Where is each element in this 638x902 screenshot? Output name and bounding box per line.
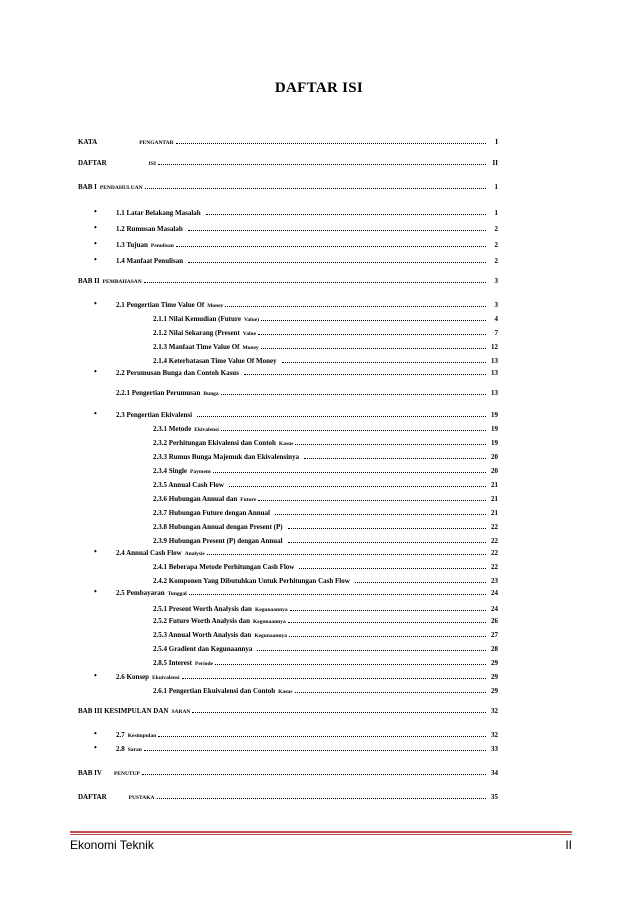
toc-entry [94,670,498,681]
toc-entry [153,450,498,461]
toc-entry-subtitle: PENDAHULUAN [99,185,143,191]
dot-leader [221,423,486,431]
toc-entry [153,560,498,571]
toc-entry-title: 2.7 [116,731,125,739]
bullet-icon: • [94,587,97,596]
toc-entry-title: 2.3.9 Hubungan Present (P) dengan Annual [153,537,283,545]
toc-entry-title: 1.3 Tujuan [116,241,148,249]
toc-entry-subtitle: Payment [190,469,211,475]
toc-entry-title: 2.2.1 Pengertian Perumusan [116,389,201,397]
toc-entry-title: BAB III KESIMPULAN DAN [78,707,169,715]
toc-entry-title: 2.3.3 Rumus Bunga Majemuk dan Ekivalensinya [153,453,300,461]
toc-entry-title: 2.8.5 Interest [153,659,192,667]
toc-entry [153,326,498,337]
toc-page-number: 4 [494,315,498,323]
toc-page-number: II [492,159,498,167]
toc-entry-subtitle: Value [242,331,257,337]
toc-page-number: 22 [491,563,498,571]
toc-entry-title: 2.1.4 Keterbatasan Time Value Of Money [153,357,277,365]
bullet-icon: • [94,367,97,376]
toc-entry-subtitle: Ekivalensi [194,427,219,433]
footer-rule-thick [70,831,572,833]
toc-entry-subtitle: Kegunaannya [254,633,288,639]
toc-entry-subtitle: Kegunaannya [254,607,288,613]
toc-entry-title: 2.3.2 Perhitungan Ekivalensi dan Contoh [153,439,276,447]
dot-leader [275,507,486,515]
toc-entry [153,464,498,475]
toc-entry [153,642,498,653]
dot-leader [158,729,486,737]
toc-entry-subtitle: PUSTAKA [128,795,155,801]
toc-entry-subtitle: SARAN [171,709,191,715]
bullet-icon: • [94,299,97,308]
toc-entry-subtitle: PENGANTAR [139,140,174,146]
dot-leader [295,437,486,445]
toc-entry [153,684,498,695]
toc-page-number: 20 [491,467,498,475]
toc-entry [94,206,498,217]
toc-entry [153,574,498,585]
toc-entry [78,135,498,146]
dot-leader [282,355,486,363]
toc-entry-title: 2.5.2 Future Worth Analysis dan [153,617,250,625]
toc-entry [78,274,498,285]
dot-leader [304,451,486,459]
toc-entry-subtitle: Analysis [184,551,205,557]
toc-entry [153,602,498,613]
toc-entry-subtitle: PEMBAHASAN [102,279,142,285]
dot-leader [258,493,486,501]
toc-entry-title: BAB II [78,277,100,285]
toc-entry [94,586,498,597]
toc-entry-subtitle: Ekuivalensi [152,675,180,681]
bullet-icon: • [94,223,97,232]
toc-entry-title: 2.4.2 Komponen Yang Dibutuhkan Untuk Perhitungan Cash Flow [153,577,350,585]
toc-entry [94,546,498,557]
toc-page-number: 32 [491,707,498,715]
dot-leader [289,629,486,637]
toc-page-number: 24 [491,589,498,597]
toc-entry-title: 2.3.1 Metode [153,425,192,433]
toc-page-number: 21 [491,481,498,489]
toc-entry-title: DAFTAR [78,793,107,801]
toc-entry [78,180,498,191]
dot-leader [188,255,486,263]
dot-leader [261,341,486,349]
toc-entry-title: 2.3.5 Annual Cash Flow [153,481,224,489]
dot-leader [176,136,486,144]
toc-page-number: 3 [494,277,498,285]
toc-entry-title: BAB I [78,183,97,191]
page-title: DAFTAR ISI [274,80,364,96]
toc-page-number: 23 [491,577,498,585]
toc-page-number: 29 [491,687,498,695]
toc-entry-subtitle: Penulisan [150,243,174,249]
toc-entry-subtitle: Kasus [278,441,294,447]
dot-leader [145,181,486,189]
toc-entry-title: 2.3 Pengertian Ekivalensi [116,411,193,419]
bullet-icon: • [94,409,97,418]
toc-page-number: 24 [491,605,498,613]
dot-leader [288,521,486,529]
dot-leader [176,239,486,247]
toc-entry [78,156,498,167]
toc-entry-title: 2.8 [116,745,125,753]
dot-leader [261,313,486,321]
toc-page-number: 1 [494,183,498,191]
dot-leader [142,767,486,775]
toc-page-number: 13 [491,389,498,397]
toc-entry [78,790,498,801]
toc-page-number: 27 [491,631,498,639]
toc-page-number: 7 [494,329,498,337]
toc-entry [153,478,498,489]
toc-page-number: 20 [491,453,498,461]
toc-entry-subtitle: ISI [148,161,156,167]
toc-page-number: 13 [491,357,498,365]
toc-entry [153,656,498,667]
toc-page-number: 32 [491,731,498,739]
toc-entry [153,492,498,503]
toc-page-number: 35 [491,793,498,801]
toc-entry-title: 2.5.3 Annual Worth Analysis dan [153,631,252,639]
toc-entry [153,506,498,517]
toc-entry [78,704,498,715]
dot-leader [157,791,486,799]
toc-entry-title: 2.6.1 Pengertian Ekuivalensi dan Contoh [153,687,276,695]
bullet-icon: • [94,547,97,556]
toc-page-number: 19 [491,439,498,447]
toc-page-number: 22 [491,549,498,557]
toc-entry [153,628,498,639]
toc-entry-subtitle: Saran [127,747,142,753]
toc-entry-title: 2.3.6 Hubungan Annual dan [153,495,238,503]
dot-leader [192,705,486,713]
toc-entry-title: 2.5 Pembayaran [116,589,165,597]
toc-entry-title: KATA [78,138,98,146]
toc-page-number: 2 [494,241,498,249]
dot-leader [257,643,486,651]
toc-page-number: 13 [491,369,498,377]
toc-page-number: 1 [494,209,498,217]
dot-leader [144,743,486,751]
toc-entry [153,312,498,323]
footer-page-number: II [565,838,572,852]
toc-entry [94,298,498,309]
toc-entry-title: BAB IV [78,769,102,777]
dot-leader [355,575,486,583]
bullet-icon: • [94,255,97,264]
dot-leader [197,409,486,417]
toc-page-number: 21 [491,495,498,503]
toc-entry-subtitle: Tunggal [167,591,187,597]
toc-entry-title: 2.3.8 Hubungan Annual dengan Present (P) [153,523,283,531]
toc-page-number: 33 [491,745,498,753]
toc-entry [153,354,498,365]
toc-entry [153,614,498,625]
toc-entry-title: DAFTAR [78,159,107,167]
toc-entry [94,742,498,753]
toc-page-number: 3 [494,301,498,309]
toc-entry [153,340,498,351]
toc-entry [94,728,498,739]
toc-entry-title: 2.6 Konsep [116,673,150,681]
dot-leader [288,535,486,543]
dot-leader [290,603,486,611]
dot-leader [225,299,486,307]
toc-entry-subtitle: Money [207,303,224,309]
toc-entry-title: 2.1.3 Manfaat Time Value Of [153,343,240,351]
toc-entry [116,386,498,397]
toc-page-number: 28 [491,645,498,653]
toc-entry-title: 2.1.2 Nilai Sekarang (Present [153,329,240,337]
toc-entry-title: 1.2 Rumusan Masalah [116,225,183,233]
toc-page-number: 2 [494,257,498,265]
toc-entry [153,534,498,545]
toc-entry-title: 2.5.4 Gradient dan Kegunaannya [153,645,253,653]
toc-entry-title: 2.1 Pengertian Time Value Of [116,301,205,309]
dot-leader [182,671,486,679]
page-footer [70,838,572,854]
toc-entry-subtitle: Future [240,497,257,503]
toc-page-number: 21 [491,509,498,517]
dot-leader [299,561,486,569]
toc-entry-title: 2.2 Perumusan Bunga dan Contoh Kasus [116,369,239,377]
dot-leader [295,685,486,693]
toc-entry [94,254,498,265]
toc-entry-subtitle: Money [242,345,259,351]
dot-leader [206,207,486,215]
dot-leader [221,387,486,395]
dot-leader [213,465,486,473]
toc-page-number: 29 [491,659,498,667]
dot-leader [144,275,486,283]
toc-page-number: 22 [491,537,498,545]
toc-entry [153,520,498,531]
toc-entry-title: 2.1.1 Nilai Kemudian (Future [153,315,241,323]
dot-leader [189,587,486,595]
toc-entry-subtitle: Kasus [278,689,293,695]
footer-left-text: Ekonomi Teknik [70,838,154,852]
toc-entry-title: 1.1 Latar Belakang Masalah [116,209,201,217]
toc-page-number: 12 [491,343,498,351]
dot-leader [258,327,486,335]
bullet-icon: • [94,743,97,752]
toc-entry [94,408,498,419]
dot-leader [288,615,486,623]
dot-leader [207,547,486,555]
toc-page-number: I [495,138,498,146]
toc-entry-title: 2.3.4 Single [153,467,188,475]
footer-rule-thin [70,834,572,835]
dot-leader [229,479,486,487]
toc-entry [153,422,498,433]
dot-leader [158,157,486,165]
toc-page-number: 19 [491,425,498,433]
toc-entry-subtitle: Bunga [203,391,219,397]
toc-page-number: 2 [494,225,498,233]
toc-entry-subtitle: Value) [243,317,260,323]
bullet-icon: • [94,207,97,216]
toc-entry [78,766,498,777]
toc-entry-title: 2.5.1 Present Worth Analysis dan [153,605,252,613]
toc-entry-title: 2.4 Annual Cash Flow [116,549,182,557]
dot-leader [215,657,486,665]
dot-leader [188,223,486,231]
toc-entry-title: 1.4 Manfaat Penulisan [116,257,184,265]
toc-page-number: 29 [491,673,498,681]
bullet-icon: • [94,729,97,738]
toc-entry-title: 2.4.1 Beberapa Metode Perhitungan Cash Flow [153,563,295,571]
bullet-icon: • [94,671,97,680]
toc-entry-subtitle: Kegunaannya [253,619,286,625]
toc-entry [94,238,498,249]
dot-leader [244,367,486,375]
toc-page-number: 26 [491,617,498,625]
toc-entry [94,366,498,377]
bullet-icon: • [94,239,97,248]
toc-page-number: 22 [491,523,498,531]
toc-entry [94,222,498,233]
toc-entry-subtitle: Kesimpulan [127,733,157,739]
toc-entry [153,436,498,447]
toc-page-number: 34 [491,769,498,777]
toc-entry-subtitle: Periode [194,661,213,667]
toc-entry-title: 2.3.7 Hubungan Future dengan Annual [153,509,270,517]
toc-entry-subtitle: PENUTUP [113,771,140,777]
toc-page-number: 19 [491,411,498,419]
